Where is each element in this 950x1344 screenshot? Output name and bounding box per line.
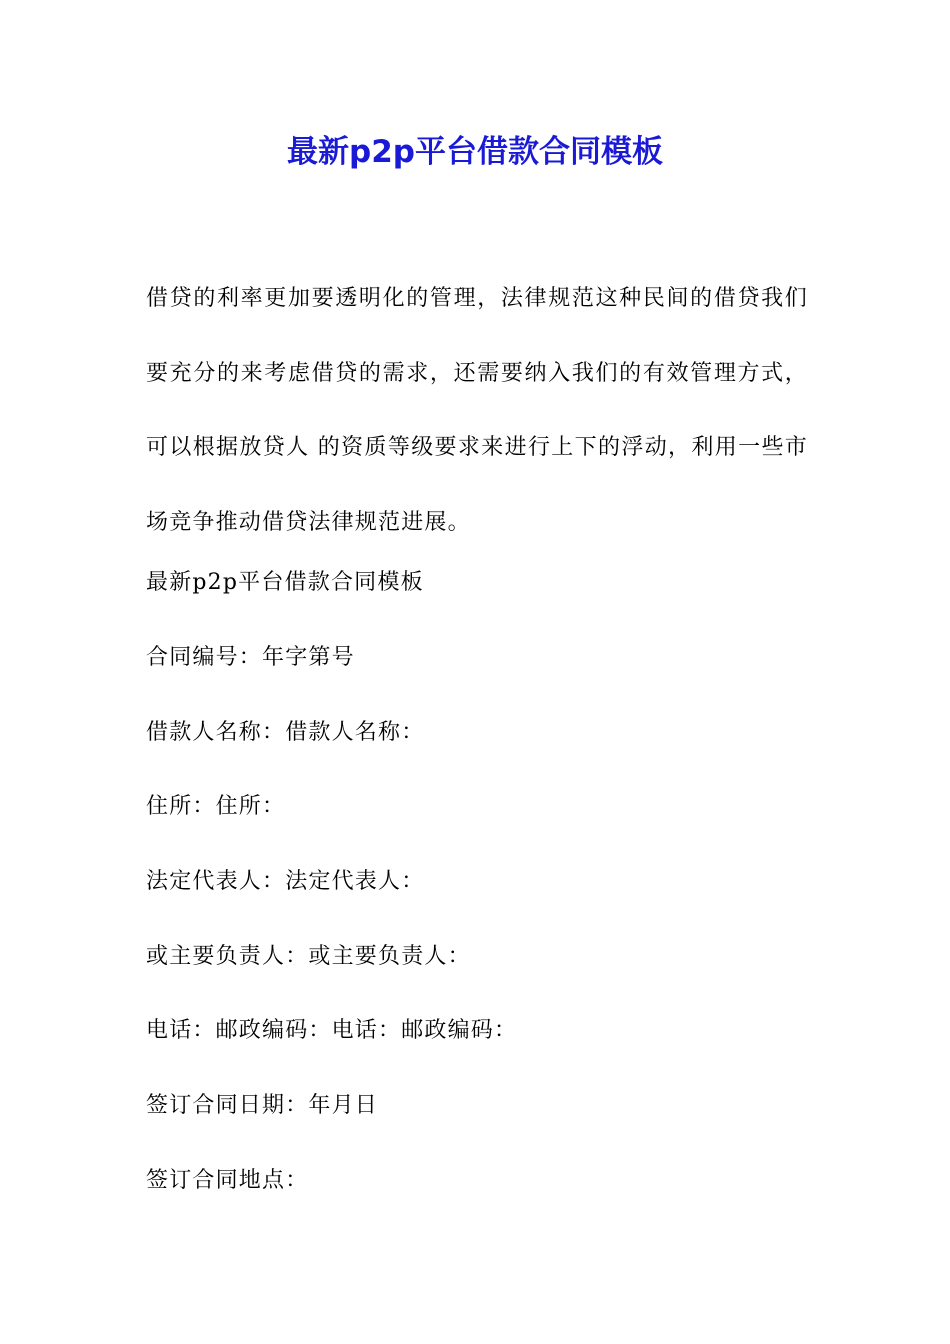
phone-postcode-line: 电话：邮政编码：电话：邮政编码： — [146, 1018, 518, 1043]
contract-number-line: 合同编号：年字第号 — [146, 645, 355, 670]
document-title: 最新p2p平台借款合同模板 — [287, 134, 663, 170]
signing-place-line: 签订合同地点： — [146, 1168, 309, 1193]
legal-representative-line: 法定代表人：法定代表人： — [146, 869, 425, 894]
address-line: 住所：住所： — [146, 794, 286, 819]
principal-line: 或主要负责人：或主要负责人： — [146, 944, 471, 969]
subtitle-line: 最新p2p平台借款合同模板 — [146, 570, 424, 595]
borrower-name-line: 借款人名称：借款人名称： — [146, 720, 425, 745]
signing-date-line: 签订合同日期：年月日 — [146, 1093, 379, 1118]
intro-paragraph: 借贷的利率更加要透明化的管理，法律规范这种民间的借贷我们要充分的来考虑借贷的需求，还需要纳入我们的有效管理方式，可以根据放贷人 的资质等级要求来进行上下的浮动，利用一些市场竞争推动借贷法律规范进展。 — [146, 286, 808, 535]
